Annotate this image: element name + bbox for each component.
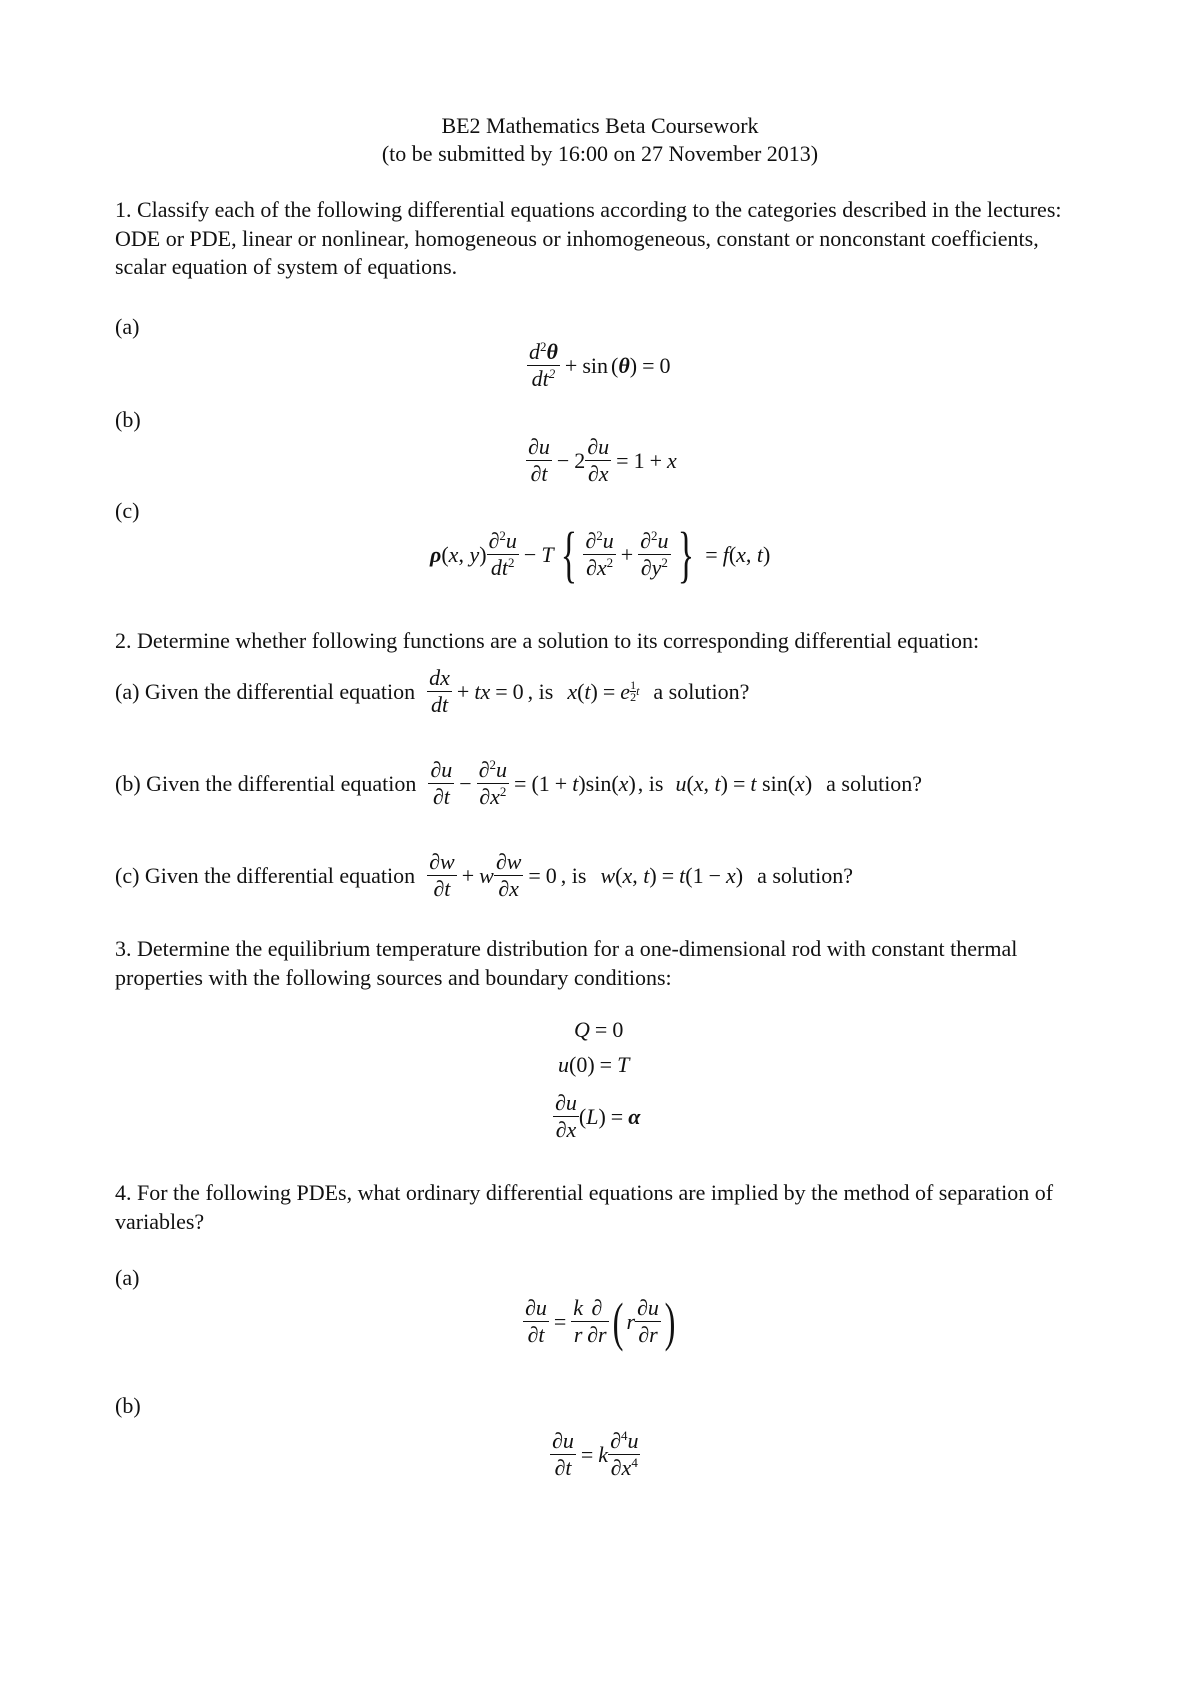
q1-b-label: (b) xyxy=(115,407,141,432)
q2-c-prefix: (c) Given the differential equation xyxy=(115,862,416,888)
q2-b-suffix: a solution? xyxy=(826,770,923,796)
q2-a-prefix: (a) Given the differential equation xyxy=(115,678,416,704)
q1-a-equation: $\frac{d^2\theta}{dt^2}$ + sin ( θ ) = 0 xyxy=(529,339,671,391)
question-2-text: 2. Determine whether following functions are a solution to its corresponding differential equation: xyxy=(115,628,980,653)
document-subtitle: (to be submitted by 16:00 on 27 November 2013) xyxy=(381,141,819,166)
q2-c-suffix: a solution? xyxy=(757,862,854,888)
q2-c-line: (c) Given the differential equation $\frac{\partial w}{\partial t}$ + w $\frac{\partial w}{\partial x}$ = 0 , is w ( x , t ) = t (1 − x ) a solution? xyxy=(115,849,854,901)
q2-a-is: , is xyxy=(527,678,554,704)
document-title: BE2 Mathematics Beta Coursework xyxy=(441,113,759,138)
question-4-text: 4. For the following PDEs, what ordinary differential equations are implied by the method of separation of variables? xyxy=(115,1180,1054,1234)
q2-a-line: (a) Given the differential equation $\frac{dx}{dt}$ + tx = 0 , is x ( t ) = e 1 2 t a solution? xyxy=(115,665,750,717)
q4-a-equation: $\frac{\partial u}{\partial t}$ = $\frac{k}{r}$ $\frac{\partial}{\partial r}$ ( r $\frac{\partial u}{\partial r}$ ) xyxy=(525,1291,676,1352)
question-1-text: 1. Classify each of the following differential equations according to the categories described in the lectures: ODE or PDE, linear or nonlinear, homogeneous or inhomogeneous, constant or nonconstant coefficients, scalar equation of system of equations. xyxy=(115,197,1062,279)
question-3-text: 3. Determine the equilibrium temperature distribution for a one-dimensional rod with constant thermal properties with the following sources and boundary conditions: xyxy=(115,936,1018,990)
q3-boundary-left: u (0) = T xyxy=(558,1052,630,1077)
q1-a-label: (a) xyxy=(115,314,140,339)
q1-b-equation: $\frac{\partial u}{\partial t}$ − 2 $\frac{\partial u}{\partial x}$ = 1 + x xyxy=(528,434,677,486)
q2-b-prefix: (b) Given the differential equation xyxy=(115,770,417,796)
q2-b-line: (b) Given the differential equation $\frac{\partial u}{\partial t}$ − $\frac{\partial^2u}{\partial x^2}$ = (1 + t )sin( x ) , is u ( x , t ) = t sin( x ) a solution? xyxy=(115,757,923,809)
q1-c-equation: ρ ( x , y ) $\frac{\partial^2u}{dt^2}$ − T { $\frac{\partial^2u}{\partial x^2}$ + $\frac{\partial^2u}{\partial y^2}$ } = f ( x , t ) xyxy=(430,520,771,589)
q1-c-label: (c) xyxy=(115,498,140,523)
q2-b-is: , is xyxy=(637,770,664,796)
q4-b-label: (b) xyxy=(115,1393,141,1418)
q4-a-label: (a) xyxy=(115,1265,140,1290)
q3-boundary-right: $\frac{\partial u}{\partial x}$ ( L ) = α xyxy=(555,1090,641,1142)
q3-source-equation: Q = 0 xyxy=(574,1017,624,1042)
q2-c-is: , is xyxy=(560,862,587,888)
q4-b-equation: $\frac{\partial u}{\partial t}$ = k $\frac{\partial^4u}{\partial x^4}$ xyxy=(552,1428,639,1480)
q2-a-suffix: a solution? xyxy=(653,678,750,704)
